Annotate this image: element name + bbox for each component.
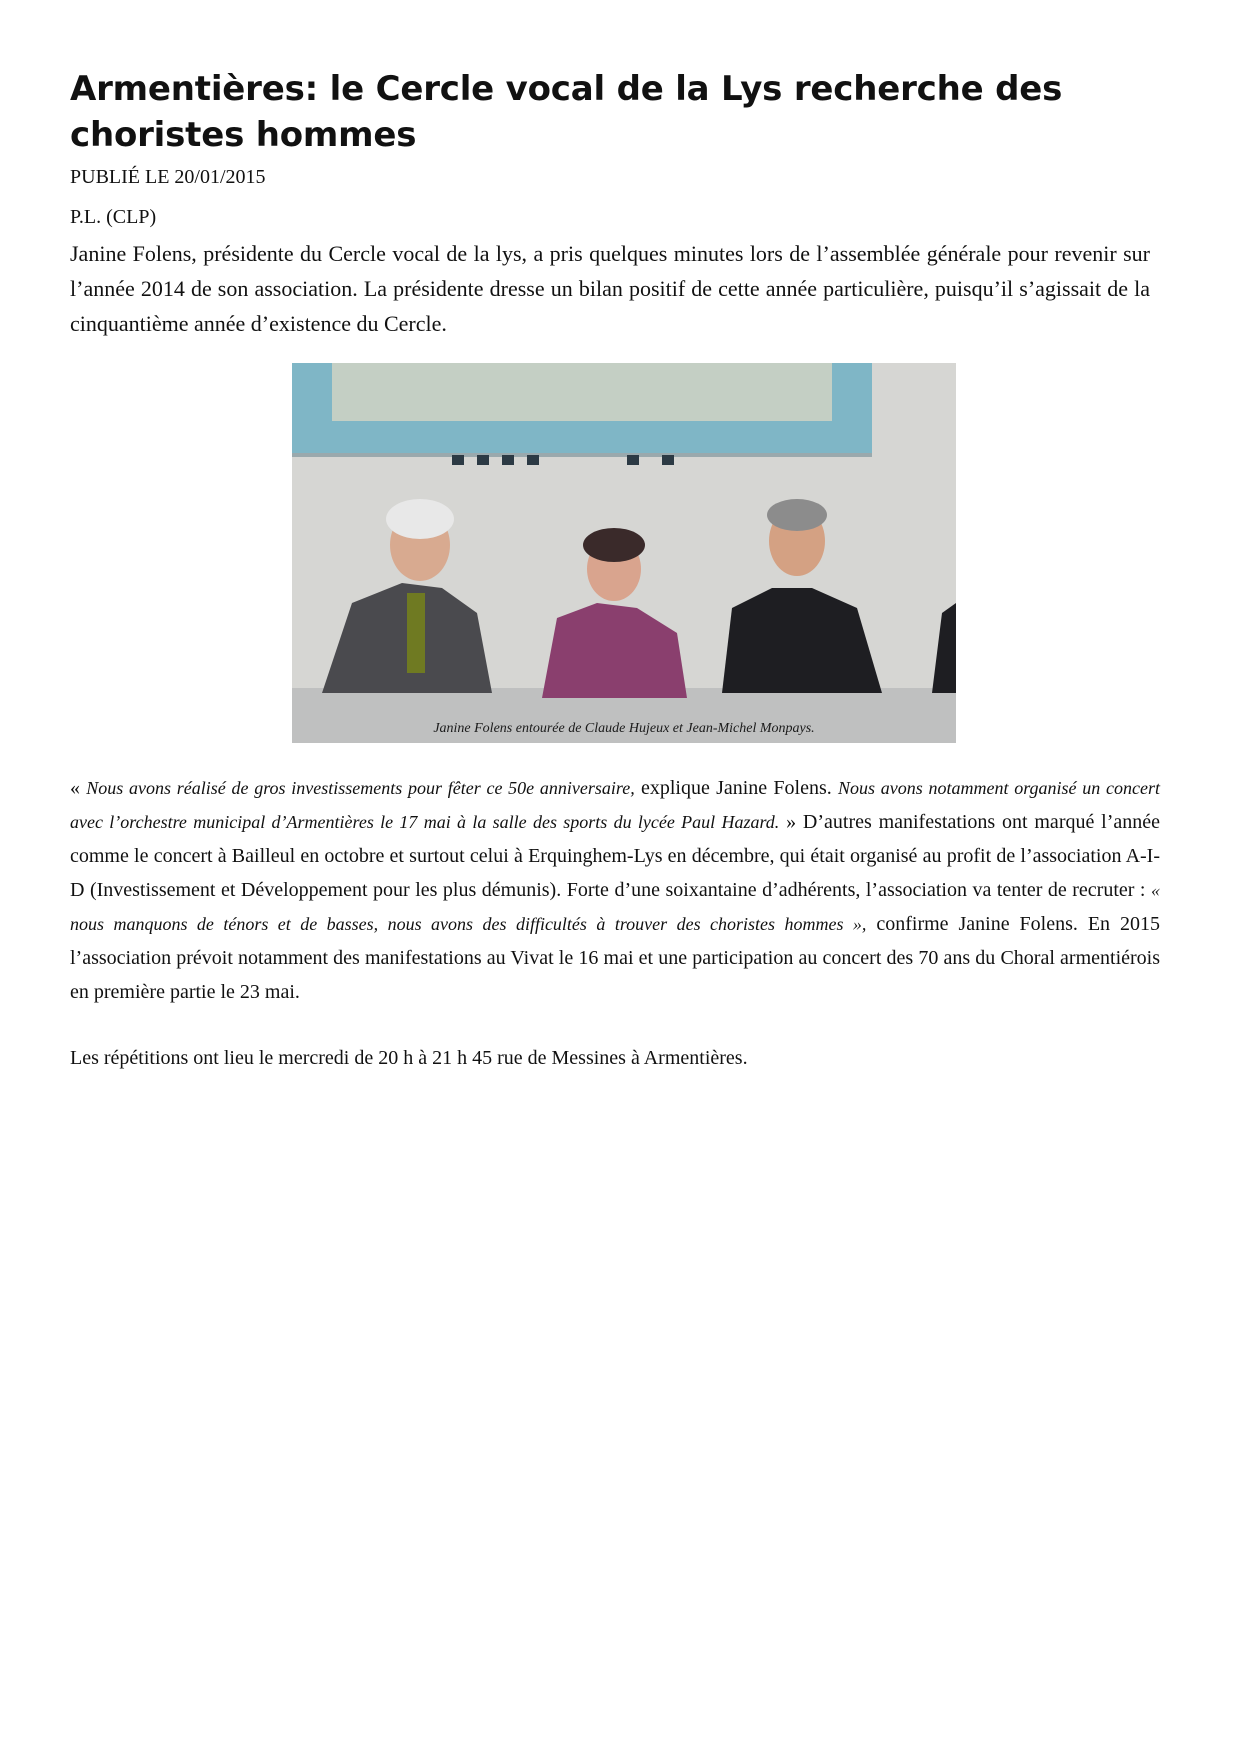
- body-text-1: «: [70, 777, 87, 799]
- article-title: Armentières: le Cercle vocal de la Lys recherche des choristes hommes: [70, 69, 1063, 155]
- author-byline: P.L. (CLP): [70, 206, 157, 228]
- publication-date: PUBLIÉ LE 20/01/2015: [70, 166, 266, 188]
- quote-2: Nous avons notamment organisé un concert avec l’orchestre municipal d’Armentières le 17 mai à la salle des sports du lycée Paul Hazard.: [70, 778, 1160, 832]
- quote-1: Nous avons réalisé de gros investissements pour fêter ce 50e anniversaire,: [86, 778, 635, 798]
- photo-illustration: [292, 363, 956, 743]
- body-text-2: explique Janine Folens.: [634, 777, 838, 799]
- article-photo: [292, 363, 956, 743]
- body-text-4: confirme Janine Folens. En 2015 l’association prévoit notamment des manifestations au Vivat le 16 mai et une participation au concert des 70 ans du Choral armentiérois en première partie le 23 mai.: [70, 913, 1160, 1003]
- photo-caption: Janine Folens entourée de Claude Hujeux et Jean-Michel Monpays.: [433, 721, 815, 736]
- lead-paragraph: Janine Folens, présidente du Cercle vocal de la lys, a pris quelques minutes lors de l’assemblée générale pour revenir sur l’année 2014 de son association. La présidente dresse un bilan positif de cette année particulière, puisqu’il s’agissait de la cinquantième année d’existence du Cercle.: [70, 241, 1150, 336]
- body-text-3: » D’autres manifestations ont marqué l’année comme le concert à Bailleul en octobre et surtout celui à Erquinghem-Lys en décembre, qui était organisé au profit de l’association A-I-D (Investissement et Développement pour les plus démunis). Forte d’une soixantaine d’adhérents, l’association va tenter de recruter :: [70, 811, 1161, 901]
- quote-3: « nous manquons de ténors et de basses, nous avons des difficultés à trouver des choristes hommes »,: [70, 880, 1160, 934]
- article: [70, 66, 1170, 1073]
- closing-paragraph: Les répétitions ont lieu le mercredi de 20 h à 21 h 45 rue de Messines à Armentières.: [70, 1047, 748, 1069]
- body-paragraph: [70, 771, 1160, 1009]
